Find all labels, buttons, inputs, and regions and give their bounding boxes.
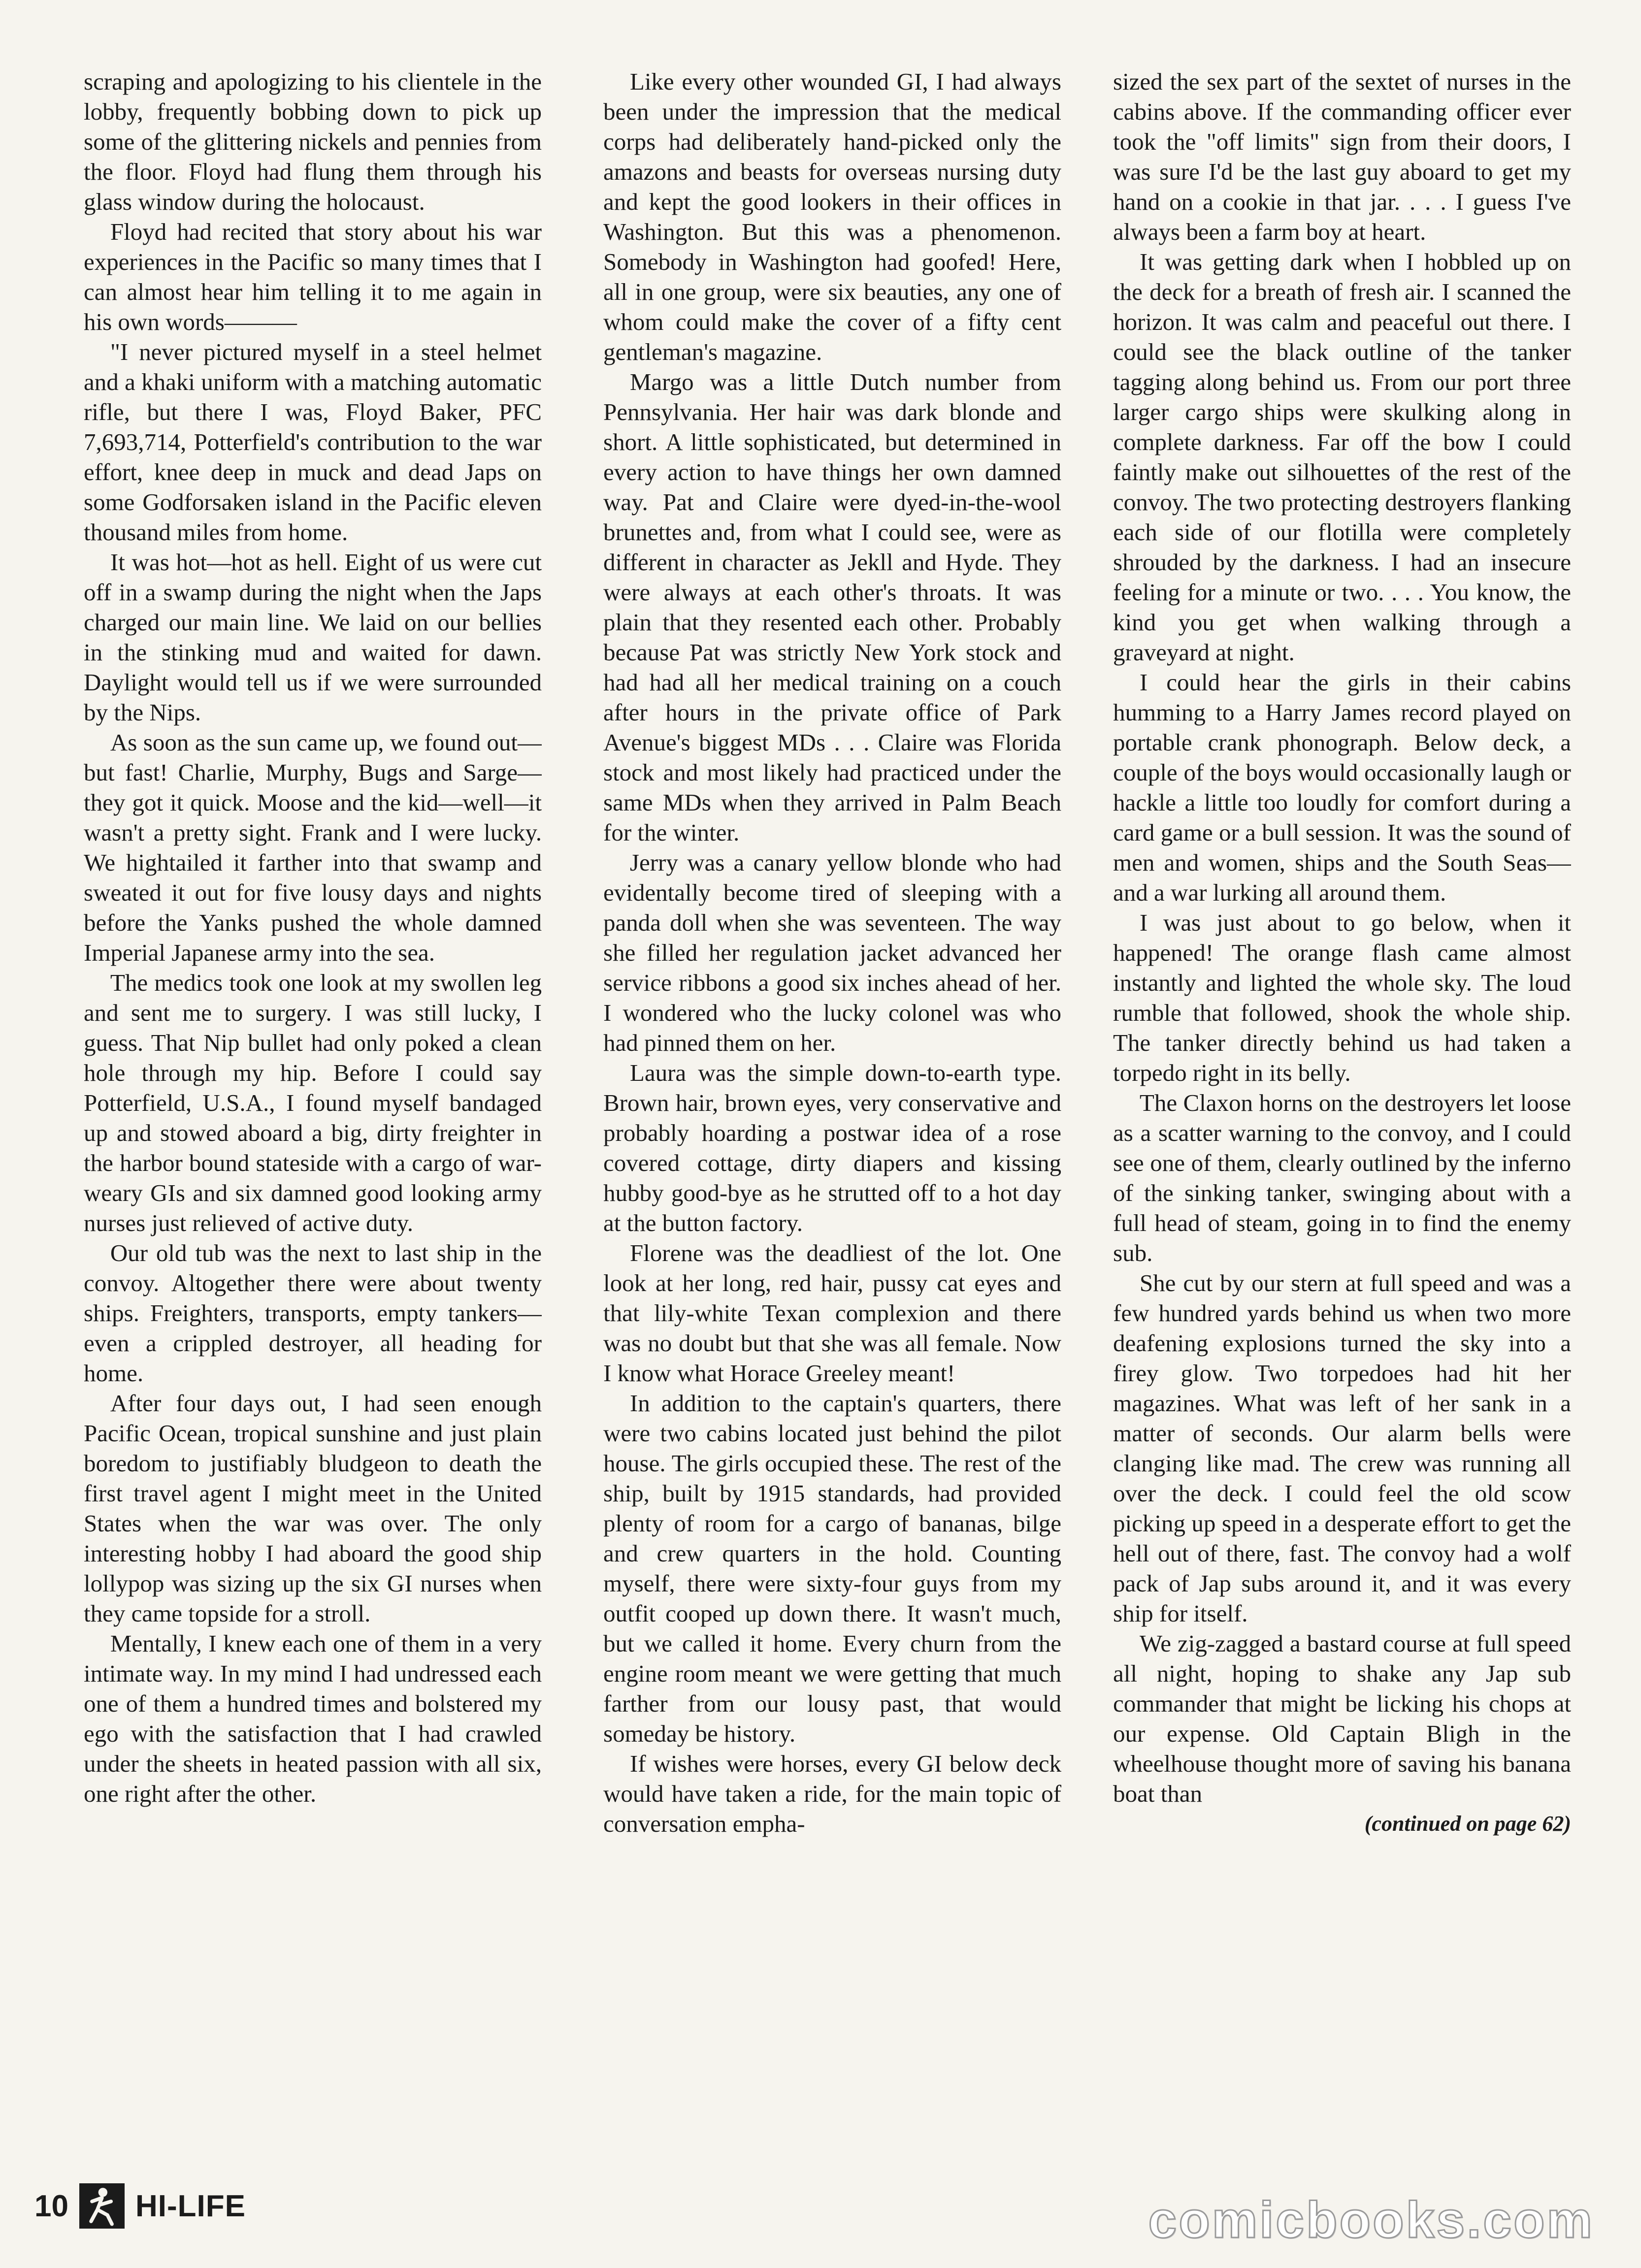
page-footer bbox=[34, 2179, 246, 2233]
watermark: comicbooks.com bbox=[1148, 2192, 1594, 2249]
paragraph: "I never pictured myself in a steel helmet and a khaki uniform with a matching automatic rifle, but there I was, Floyd Baker, PFC 7,693,714, Potterfield's contribution to the war effort, knee deep in muck and dead Japs on some Godforsaken island in the Pacific eleven thousand miles from home. bbox=[84, 338, 542, 546]
paragraph: Florene was the deadliest of the lot. One look at her long, red hair, pussy cat eyes and that lily-white Texan complexion and there was no doubt but that she was all female. Now I know what Horace Greeley meant! bbox=[603, 1239, 1061, 1387]
page-number: 10 bbox=[34, 2189, 68, 2223]
paragraph: She cut by our stern at full speed and was a few hundred yards behind us when two more deafening explosions turned the sky into a firey glow. Two torpedoes had hit her magazines. What was left of her sank in a matter of seconds. Our alarm bells were clanging like mad. The crew was running all over the deck. I could feel the old scow picking up speed in a desperate effort to get the hell out of there, fast. The convoy had a wolf pack of Jap subs around it, and it was every ship for itself. bbox=[1113, 1269, 1571, 1627]
paragraph: I was just about to go below, when it happened! The orange flash came almost instantly and lighted the whole sky. The loud rumble that followed, shook the whole ship. The tanker directly behind us had taken a torpedo right in its belly. bbox=[1113, 909, 1571, 1086]
text-column-2 bbox=[603, 66, 1061, 2125]
paragraph: Laura was the simple down-to-earth type. Brown hair, brown eyes, very conservative and probably hoarding a postwar idea of a rose covered cottage, dirty diapers and kissing hubby good-bye as he strutted off to a hot day at the button factory. bbox=[603, 1059, 1061, 1236]
text-column-3 bbox=[1113, 66, 1571, 2125]
paragraph: In addition to the captain's quarters, there were two cabins located just behind the pilot house. The girls occupied these. The rest of the ship, built by 1915 standards, had provided plenty of room for a cargo of bananas, bilge and crew quarters in the hold. Counting myself, there were sixty-four guys from my outfit cooped up down there. It wasn't much, but we called it home. Every churn from the engine room meant we were getting that much farther from our lousy past, that would someday be history. bbox=[603, 1390, 1061, 1747]
paragraph: scraping and apologizing to his clientele in the lobby, frequently bobbing down to pick up some of the glittering nickels and pennies from the floor. Floyd had flung them through his glass window during the holocaust. bbox=[84, 68, 542, 215]
paragraph: It was getting dark when I hobbled up on the deck for a breath of fresh air. I scanned the horizon. It was calm and peaceful out there. I could see the black outline of the tanker tagging along behind us. From our port three larger cargo ships were skulking along in complete darkness. Far off the bow I could faintly make out silhouettes of the rest of the convoy. The two protecting destroyers flanking each side of our flotilla were completely shrouded by the darkness. I had an insecure feeling for a minute or two. . . . You know, the kind you get when walking through a graveyard at night. bbox=[1113, 248, 1571, 666]
paragraph: I could hear the girls in their cabins humming to a Harry James record played on portable crank phonograph. Below deck, a couple of the boys would occasionally laugh or hackle a little too loudly for comfort during a card game or a bull session. It was the sound of men and women, ships and the South Seas—and a war lurking all around them. bbox=[1113, 669, 1571, 906]
paragraph: Our old tub was the next to last ship in the convoy. Altogether there were about twenty ships. Freighters, transports, empty tankers—even a crippled destroyer, all heading for home. bbox=[84, 1239, 542, 1387]
paragraph: It was hot—hot as hell. Eight of us were cut off in a swamp during the night when the Japs charged our main line. We laid on our bellies in the stinking mud and waited for dawn. Daylight would tell us if we were surrounded by the Nips. bbox=[84, 549, 542, 726]
paragraph: If wishes were horses, every GI below deck would have taken a ride, for the main topic of conversation empha- bbox=[603, 1750, 1061, 1837]
paragraph: sized the sex part of the sextet of nurses in the cabins above. If the commanding officer ever took the "off limits" sign from their doors, I was sure I'd be the last guy aboard to get my hand on a cookie in that jar. . . . I guess I've always been a farm boy at heart. bbox=[1113, 68, 1571, 245]
paragraph: After four days out, I had seen enough Pacific Ocean, tropical sunshine and just plain boredom to justifiably bludgeon to death the first travel agent I might meet in the United States when the war was over. The only interesting hobby I had aboard the good ship lollypop was sizing up the six GI nurses when they came topside for a stroll. bbox=[84, 1390, 542, 1627]
continued-note: (continued on page 62) bbox=[1364, 1812, 1571, 1836]
paragraph: The Claxon horns on the destroyers let loose as a scatter warning to the convoy, and I could see one of them, clearly outlined by the inferno of the sinking tanker, swinging about with a full head of steam, going in to find the enemy sub. bbox=[1113, 1089, 1571, 1266]
paragraph: As soon as the sun came up, we found out—but fast! Charlie, Murphy, Bugs and Sarge—they got it quick. Moose and the kid—well—it wasn't a pretty sight. Frank and I were lucky. We hightailed it farther into that swamp and sweated it out for five lousy days and nights before the Yanks pushed the whole damned Imperial Japanese army into the sea. bbox=[84, 729, 542, 966]
paragraph: Mentally, I knew each one of them in a very intimate way. In my mind I had undressed each one of them a hundred times and bolstered my ego with the satisfaction that I had crawled under the sheets in heated passion with all six, one right after the other. bbox=[84, 1630, 542, 1807]
paragraph: Floyd had recited that story about his war experiences in the Pacific so many times that I can almost hear him telling it to me again in his own words——— bbox=[84, 218, 542, 335]
paragraph: Like every other wounded GI, I had always been under the impression that the medical corps had deliberately hand-picked only the amazons and beasts for overseas nursing duty and kept the good lookers in their offices in Washington. But this was a phenomenon. Somebody in Washington had goofed! Here, all in one group, were six beauties, any one of whom could make the cover of a fifty cent gentleman's magazine. bbox=[603, 68, 1061, 365]
paragraph: Jerry was a canary yellow blonde who had evidentally become tired of sleeping with a panda doll when she was seventeen. The way she filled her regulation jacket advanced her service ribbons a good six inches ahead of her. I wondered who the lucky colonel was who had pinned them on her. bbox=[603, 849, 1061, 1056]
magazine-name: HI-LIFE bbox=[135, 2189, 246, 2223]
paragraph: Margo was a little Dutch number from Pennsylvania. Her hair was dark blonde and short. A little sophisticated, but determined in every action to have things her own damned way. Pat and Claire were dyed-in-the-wool brunettes and, from what I could see, were as different in character as Jekll and Hyde. They were always at each other's throats. It was plain that they resented each other. Probably because Pat was strictly New York stock and had had all her medical training on a couch after hours in the private office of Park Avenue's biggest MDs . . . Claire was Florida stock and most likely had practiced under the same MDs when they arrived in Palm Beach for the winter. bbox=[603, 368, 1061, 846]
paragraph: We zig-zagged a bastard course at full speed all night, hoping to shake any Jap sub commander that might be licking his chops at our expense. Old Captain Bligh in the wheelhouse thought more of saving his banana boat than bbox=[1113, 1630, 1571, 1807]
paragraph: The medics took one look at my swollen leg and sent me to surgery. I was still lucky, I guess. That Nip bullet had only poked a clean hole through my hip. Before I could say Potterfield, U.S.A., I found myself bandaged up and stowed aboard a big, dirty freighter in the harbor bound stateside with a cargo of war-weary GIs and six damned good looking army nurses just relieved of active duty. bbox=[84, 969, 542, 1236]
text-column-1 bbox=[84, 66, 542, 2125]
dancing-figure-logo-icon bbox=[79, 2183, 125, 2229]
